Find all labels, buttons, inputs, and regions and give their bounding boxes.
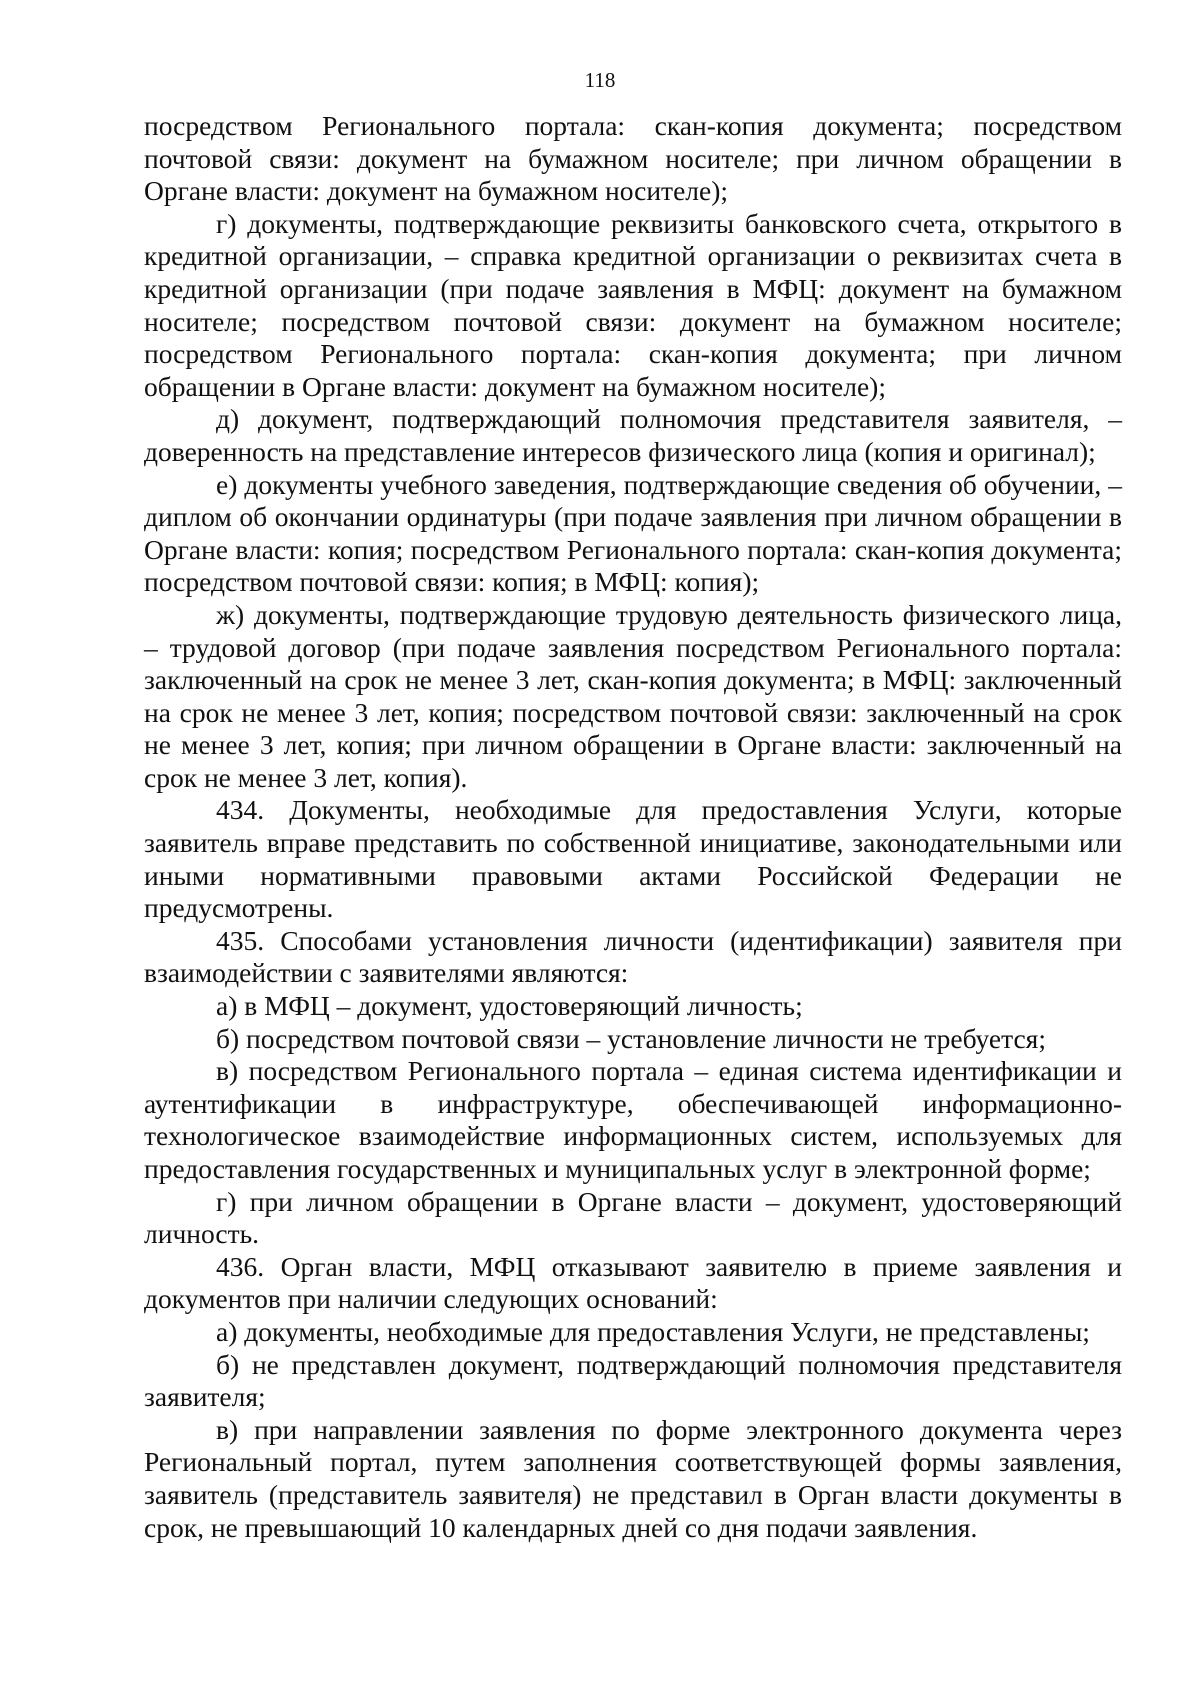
paragraph-item-d-power-of-attorney: д) документ, подтверждающий полномочия представителя заявителя, – доверенность на представление интересов физического лица (копия и оригинал); bbox=[144, 403, 1122, 467]
paragraph-435-b: б) посредством почтовой связи – установление личности не требуется; bbox=[216, 1022, 1046, 1054]
paragraph-436-v: в) при направлении заявления по форме электронного документа через Региональный портал, путем заполнения соответствующей формы заявления, заявитель (представитель заявителя) не представил в Орган власти документы в срок, не превышающий 10 календарных дней со дня подачи заявления. bbox=[144, 1413, 1122, 1543]
paragraph-434: 434. Документы, необходимые для предоставления Услуги, которые заявитель вправе представить по собственной инициативе, законодательными или иными нормативными правовыми актами Российской Федерации не предусмотрены. bbox=[144, 794, 1122, 924]
paragraph-436-b: б) не представлен документ, подтверждающий полномочия представителя заявителя; bbox=[144, 1348, 1122, 1413]
paragraph-item-g-bank-details: г) документы, подтверждающие реквизиты банковского счета, открытого в кредитной организации, – справка кредитной организации о реквизитах счета в кредитной организации (при подаче заявления в МФЦ: документ на бумажном носителе; посредством почтовой связи: документ на бумажном носителе; посредством Регионального портала: скан-копия документа; при личном обращении в Органе власти: документ на бумажном носителе); bbox=[144, 207, 1122, 402]
paragraph-item-zh-employment-documents: ж) документы, подтверждающие трудовую деятельность физического лица, – трудовой договор (при подаче заявления посредством Регионального портала: заключенный на срок не менее 3 лет, скан-копия документа; в МФЦ: заключенный на срок не менее 3 лет, копия; посредством почтовой связи: заключенный на срок не менее 3 лет, копия; при личном обращении в Органе власти: заключенный на срок не менее 3 лет, копия). bbox=[144, 598, 1122, 793]
page-number: 118 bbox=[584, 68, 616, 92]
paragraph-435-v: в) посредством Регионального портала – единая система идентификации и аутентификации в инфраструктуре, обеспечивающей информационно-технологическое взаимодействие информационных систем, используемых для предоставления государственных и муниципальных услуг в электронной форме; bbox=[144, 1055, 1122, 1184]
paragraph-436: 436. Орган власти, МФЦ отказывают заявителю в приеме заявления и документов при наличии следующих оснований: bbox=[144, 1250, 1122, 1315]
paragraph-435: 435. Способами установления личности (идентификации) заявителя при взаимодействии с заявителями являются: bbox=[144, 924, 1122, 989]
paragraph-item-e-education-documents: е) документы учебного заведения, подтверждающие сведения об обучении, – диплом об окончании ординатуры (при подаче заявления при личном обращении в Органе власти: копия; посредством Регионального портала: скан-копия документа; посредством почтовой связи: копия; в МФЦ: копия); bbox=[144, 468, 1122, 598]
paragraph-continuation: посредством Регионального портала: скан-копия документа; посредством почтовой связи: документ на бумажном носителе; при личном обращении в Органе власти: документ на бумажном носителе); bbox=[144, 110, 1122, 207]
paragraph-435-a: а) в МФЦ – документ, удостоверяющий личность; bbox=[216, 990, 803, 1022]
document-body bbox=[144, 110, 1122, 1544]
paragraph-436-a: а) документы, необходимые для предоставления Услуги, не представлены; bbox=[216, 1315, 1090, 1347]
paragraph-435-g: г) при личном обращении в Органе власти – документ, удостоверяющий личность. bbox=[144, 1185, 1122, 1250]
